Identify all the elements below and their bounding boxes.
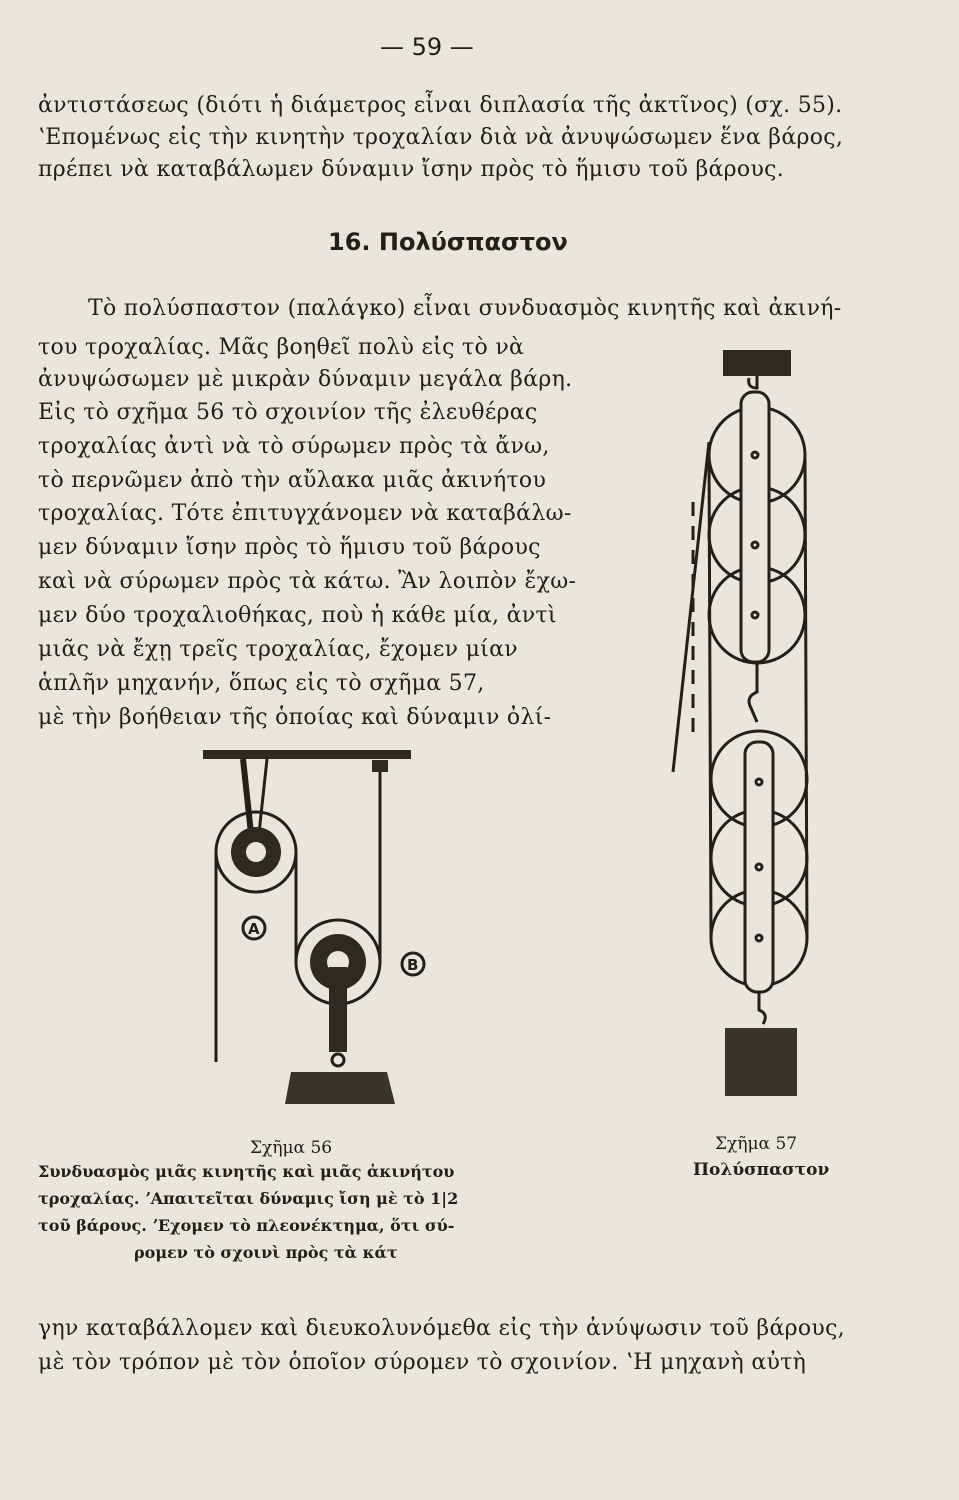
body-line-2: ἀνυψώσωμεν μὲ μικρὰν δύναμιν μεγάλα βάρη.: [38, 367, 573, 392]
figure-56-caption-line-1: Συνδυασμὸς μιᾶς κινητῆς καὶ μιᾶς ἀκινήτου: [38, 1162, 455, 1181]
figure-56-label-a: A: [248, 920, 260, 938]
figure-56-label-b: B: [407, 956, 419, 974]
figure-57-block-and-tackle: [665, 342, 825, 1102]
closing-line-2: μὲ τὸν τρόπον μὲ τὸν ὁποῖον σύρομεν τὸ σχοινίον. ʽΗ μηχανὴ αὐτὴ: [38, 1350, 807, 1375]
figure-56-caption-line-3: τοῦ βάρους. ʼΕχομεν τὸ πλεονέκτημα, ὅτι σύ-: [38, 1216, 455, 1235]
figure-56-caption-line-2: τροχαλίας. ʼΑπαιτεῖται δύναμις ἴση μὲ τὸ 1|2: [38, 1189, 459, 1208]
closing-line-1: γην καταβάλλομεν καὶ διευκολυνόμεθα εἰς τὴν ἀνύψωσιν τοῦ βάρους,: [38, 1316, 845, 1341]
body-line-6: τροχαλίας. Τότε ἐπιτυγχάνομεν νὰ καταβάλω-: [38, 501, 572, 526]
figure-57-caption-title: Σχῆμα 57: [715, 1134, 798, 1154]
section-heading: 16. Πολύσπαστον: [328, 228, 568, 256]
body-line-7: μεν δύναμιν ἴσην πρὸς τὸ ἥμισυ τοῦ βάρους: [38, 535, 541, 560]
body-line-12: μὲ τὴν βοήθειαν τῆς ὁποίας καὶ δύναμιν ὀλί-: [38, 705, 552, 730]
intro-line-1: ἀντιστάσεως (διότι ἡ διάμετρος εἶναι διπλασία τῆς ἀκτῖνος) (σχ. 55).: [38, 93, 843, 118]
intro-line-3: πρέπει νὰ καταβάλωμεν δύναμιν ἴσην πρὸς τὸ ἥμισυ τοῦ βάρους.: [38, 157, 785, 182]
intro-line-2: ʽΕπομένως εἰς τὴν κινητὴν τροχαλίαν διὰ νὰ ἀνυψώσωμεν ἕνα βάρος,: [38, 125, 844, 150]
figure-56-caption-title: Σχῆμα 56: [250, 1138, 333, 1158]
page-number: — 59 —: [380, 33, 474, 61]
body-line-11: ἁπλῆν μηχανήν, ὅπως εἰς τὸ σχῆμα 57,: [38, 671, 485, 696]
body-line-3: Εἰς τὸ σχῆμα 56 τὸ σχοινίον τῆς ἐλευθέρας: [38, 400, 538, 425]
body-line-5: τὸ περνῶμεν ἀπὸ τὴν αὔλακα μιᾶς ἀκινήτου: [38, 468, 547, 493]
body-line-0: Τὸ πολύσπαστον (παλάγκο) εἶναι συνδυασμὸς κινητῆς καὶ ἀκινή-: [88, 296, 842, 321]
body-line-8: καὶ νὰ σύρωμεν πρὸς τὰ κάτω. Ἂν λοιπὸν ἔχω-: [38, 569, 577, 594]
figure-57-caption-subtitle: Πολύσπαστον: [693, 1160, 830, 1180]
figure-56-caption-line-4: ρομεν τὸ σχοινὶ πρὸς τὰ κάτ: [134, 1243, 398, 1262]
figure-56-pulley-diagram: [195, 742, 435, 1112]
body-line-4: τροχαλίας ἀντὶ νὰ τὸ σύρωμεν πρὸς τὰ ἄνω,: [38, 434, 550, 459]
body-line-9: μεν δύο τροχαλιοθήκας, ποὺ ἡ κάθε μία, ἀντὶ: [38, 603, 557, 628]
body-line-1: του τροχαλίας. Μᾶς βοηθεῖ πολὺ εἰς τὸ νὰ: [38, 335, 525, 360]
body-line-10: μιᾶς νὰ ἔχῃ τρεῖς τροχαλίας, ἔχομεν μίαν: [38, 637, 518, 662]
